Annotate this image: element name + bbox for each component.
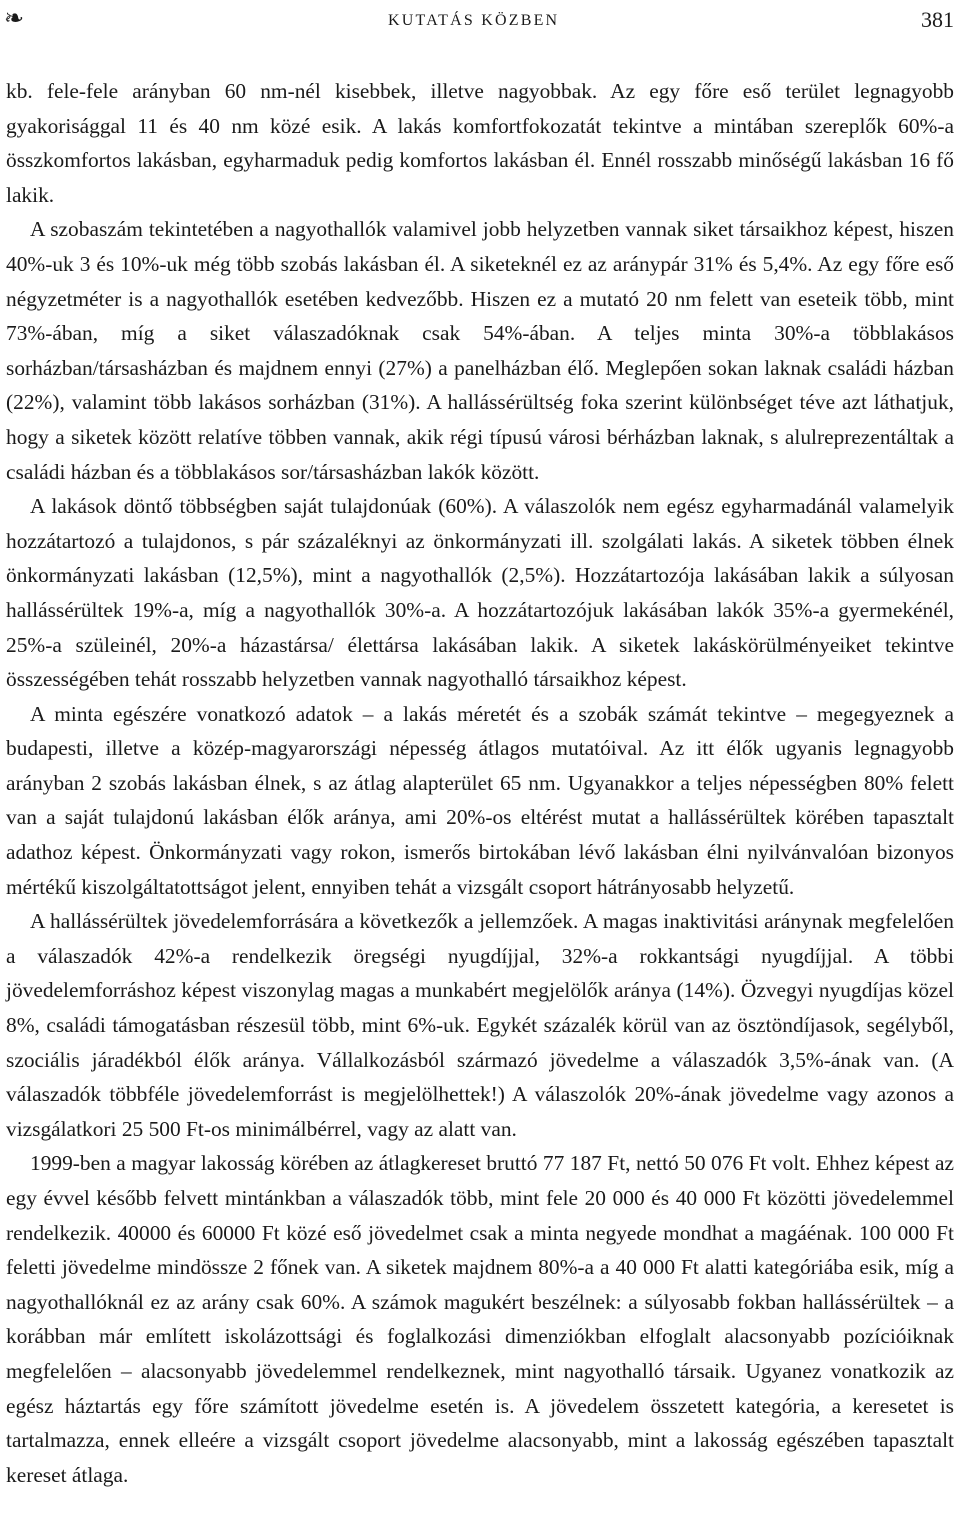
body-text bbox=[6, 74, 954, 1492]
paragraph: kb. fele-fele arányban 60 nm-nél kisebbek, illetve nagyobbak. Az egy főre eső terület legnagyobb gyakorisággal 11 és 40 nm közé esik. A lakás komfortfokozatát tekintve a mintában szereplők 60%-a összkomfortos lakásban, egyharmaduk pedig komfortos lakásban él. Ennél rosszabb minőségű lakásban 16 fő lakik. bbox=[6, 79, 954, 207]
running-head-title: KUTATÁS KÖZBEN bbox=[388, 12, 560, 29]
running-head bbox=[0, 4, 960, 34]
page-number: 381 bbox=[921, 7, 954, 32]
paragraph: A minta egészére vonatkozó adatok – a lakás méretét és a szobák számát tekintve – megegyeznek a budapesti, illetve a közép-magyarországi népesség átlagos mutatóival. Az itt élők ugyanis legnagyobb arányban 2 szobás lakásban élnek, s az átlag alapterület 65 nm. Ugyanakkor a teljes népességben 80% felett van a saját tulajdonú lakásban élők aránya, ami 20%-os eltérést mutat a hallássérültek körében tapasztalt adathoz képest. Önkormányzati vagy rokon, ismerős birtokában lévő lakásban élni nyilvánvalóan bizonyos mértékű kiszolgáltatottságot jelent, ennyiben tehát a vizsgált csoport hátrányosabb helyzetű. bbox=[6, 701, 954, 899]
paragraph: A szobaszám tekintetében a nagyothallók valamivel jobb helyzetben vannak siket társaikhoz képest, hiszen 40%-uk 3 és 10%-uk még több szobás lakásban él. A siketeknél ez az aránypár 31% és 5,4%. Az egy főre eső négyzetméter is a nagyothallók esetében kedvezőbb. Hiszen ez a mutató 20 nm felett van eseteik több, mint 73%-ában, míg a siket válaszadóknak csak 54%-ában. A teljes minta 30%-a többlakásos sorházban/társasházban és majdnem ennyi (27%) a panelházban élő. Meglepően sokan laknak családi házban (22%), valamint több lakásos sorházban (31%). A hallássérültség foka szerint különbséget téve azt láthatjuk, hogy a siketek között relatíve többen vannak, akik régi típusú városi bérházban laknak, s alulreprezentáltak a családi házban és a többlakásos sor/társasházban lakók között. bbox=[6, 217, 954, 484]
fleuron-ornament-icon: ❧ bbox=[4, 4, 25, 32]
paragraph: 1999-ben a magyar lakosság körében az átlagkereset bruttó 77 187 Ft, nettó 50 076 Ft volt. Ehhez képest az egy évvel később felvett mintánkban a válaszadók több, mint fele 20 000 és 40 000 Ft közötti jövedelemmel rendelkezik. 40000 és 60000 Ft közé eső jövedelmet csak a minta negyede mondhat a magáénak. 100 000 Ft feletti jövedelme mindössze 2 főnek van. A siketek majdnem 80%-a a 40 000 Ft alatti kategóriába esik, míg a nagyothallóknál ez az arány csak 60%. A számok magukért beszélnek: a súlyosabb fokban hallássérültek – a korábban már említett iskolázottsági és foglalkozási dimenziókban elfoglalt alacsonyabb pozícióiknak megfelelően – alacsonyabb jövedelemmel rendelkeznek, mint nagyothalló társaik. Ugyanez vonatkozik az egész háztartás egy főre számított jövedelme esetén is. A jövedelem összetett kategória, a keresetet is tartalmazza, ennek elleére a vizsgált csoport jövedelme alacsonyabb, mint a lakosság egészében tapasztalt kereset átlaga. bbox=[6, 1151, 954, 1487]
paragraph: A hallássérültek jövedelemforrására a következők a jellemzőek. A magas inaktivitási aránynak megfelelően a válaszadók 42%-a rendelkezik öregségi nyugdíjjal, 32%-a rokkantsági nyugdíjjal. A többi jövedelemforráshoz képest viszonylag magas a munkabért megjelölők aránya (14%). Özvegyi nyugdíjas közel 8%, családi támogatásban részesül több, mint 6%-uk. Egykét százalék körül van az ösztöndíjasok, segélyből, szociális járadékból élők aránya. Vállalkozásból származó jövedelme a válaszadók 3,5%-ának van. (A válaszadók többféle jövedelemforrást is megjelölhettek!) A válaszolók 20%-ának jövedelme vagy azonos a vizsgálatkori 25 500 Ft-os minimálbérrel, vagy az alatt van. bbox=[6, 909, 954, 1141]
paragraph: A lakások döntő többségben saját tulajdonúak (60%). A válaszolók nem egész egyharmadánál valamelyik hozzátartozó a tulajdonos, s pár százaléknyi az önkormányzati ill. szolgálati lakás. A siketek többen élnek önkormányzati lakásban (12,5%), mint a nagyothallók (2,5%). Hozzátartozója lakásában lakik a súlyosan hallássérültek 19%-a, míg a nagyothallók 30%-a. A hozzátartozójuk lakásában lakók 35%-a gyermekénél, 25%-a szüleinél, 20%-a házastársa/ élettársa lakásában lakik. A siketek lakáskörülményeiket tekintve összességében tehát rosszabb helyzetben vannak nagyothalló társaikhoz képest. bbox=[6, 494, 954, 692]
